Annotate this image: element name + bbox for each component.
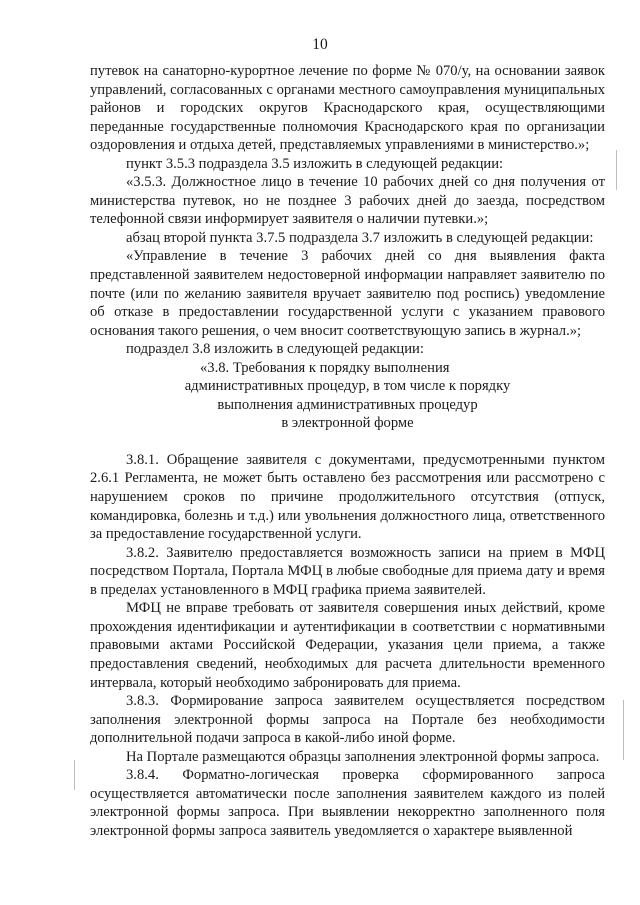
- margin-scan-mark: [623, 700, 624, 760]
- paragraph-amendment-3-5-3: пункт 3.5.3 подраздела 3.5 изложить в следующей редакции:: [126, 155, 504, 172]
- paragraph-portal-samples: На Портале размещаются образцы заполнения электронной формы запроса.: [126, 748, 600, 765]
- paragraph-quote-3-7-5: «Управление в течение 3 рабочих дней со дня выявления факта представленной заявителем недостоверной информации направляет заявителю по почте (или по желанию заявителя вручает заявителю под роспись) уведомление об отказе в предоставлении государственной услуги с указанием правового основания такого решения, о чем вносит соответствующую запись в журнал.»;: [90, 248, 605, 339]
- margin-scan-mark: [616, 150, 617, 190]
- paragraph-continuation: путевок на санаторно-курортное лечение по форме № 070/у, на основании заявок управлений, согласованных с органами местного самоуправления муниципальных районов и городских округов Краснодарского края, осуществляющими переданные государственные полномочия Краснодарского края по организации оздоровления и отдыха детей, представляемых управлениями в министерство.»;: [90, 63, 605, 154]
- paragraph-amendment-3-7-5: абзац второй пункта 3.7.5 подраздела 3.7 изложить в следующей редакции:: [126, 229, 594, 246]
- spacer: [90, 433, 605, 451]
- paragraph-3-8-4: 3.8.4. Форматно-логическая проверка сформированного запроса осуществляется автоматически после заполнения заявителем каждого из полей электронной формы запроса. При выявлении некорректно заполненного поля электронной формы запроса заявитель уведомляется о характере выявленной: [90, 767, 605, 839]
- paragraph-3-8-3: 3.8.3. Формирование запроса заявителем осуществляется посредством заполнения электронной формы запроса на Портале без необходимости дополнительной подачи запроса в какой-либо иной форме.: [90, 693, 605, 747]
- margin-scan-mark: [74, 760, 75, 790]
- paragraph-quote-3-5-3: «3.5.3. Должностное лицо в течение 10 рабочих дней со дня получения от министерства путевок, но не позднее 3 рабочих дней до заезда, посредством телефонной связи информирует заявителя о наличии путевки.»;: [90, 174, 605, 228]
- paragraph-mfc: МФЦ не вправе требовать от заявителя совершения иных действий, кроме прохождения идентификации и аутентификации в соответствии с нормативными правовыми актами Российской Федерации, указания цели приема, а также предоставления сведений, необходимых для расчета длительности временного интервала, который необходимо забронировать для приема.: [90, 600, 605, 691]
- paragraph-3-8-1: 3.8.1. Обращение заявителя с документами, предусмотренными пунктом 2.6.1 Регламента, не может быть оставлено без рассмотрения или рассмотрено с нарушением сроков по причине продолжительного отсутствия (отпуск, командировка, болезнь и т.д.) или увольнения должностного лица, ответственного за предоставление государственной услуги.: [90, 451, 605, 543]
- paragraph-amendment-3-8: подраздел 3.8 изложить в следующей редакции:: [126, 341, 424, 358]
- document-text: [90, 62, 605, 840]
- paragraph-3-8-2: 3.8.2. Заявителю предоставляется возможность записи на прием в МФЦ посредством Портала, Портала МФЦ в любые свободные для приема дату и время в пределах установленного в МФЦ графика приема заявителей.: [90, 544, 605, 598]
- page-number: 10: [312, 36, 328, 53]
- heading-line: административных процедур, в том числе к порядку: [184, 378, 511, 395]
- heading-line: выполнения административных процедур: [217, 396, 478, 413]
- heading-line: «3.8. Требования к порядку выполнения: [200, 359, 450, 376]
- heading-line: в электронной форме: [281, 415, 414, 432]
- section-heading-3-8: [90, 359, 605, 433]
